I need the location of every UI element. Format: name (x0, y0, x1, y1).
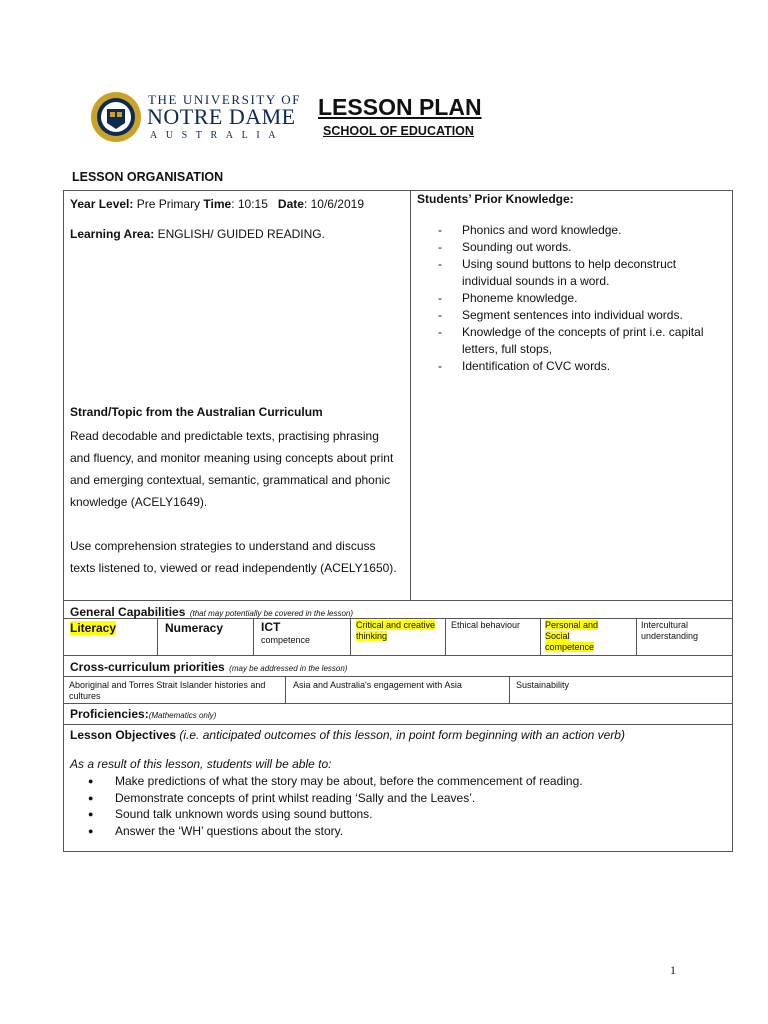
cross-curriculum-heading: Cross-curriculum priorities (may be addressed in the lesson) (70, 660, 348, 674)
capability-critical-thinking: Critical and creative thinking (356, 620, 436, 641)
time-value: : 10:15 (231, 197, 268, 211)
priority-aboriginal: Aboriginal and Torres Strait Islander histories and cultures (69, 680, 266, 701)
year-level-value: Pre Primary (136, 197, 201, 211)
table-divider (63, 655, 732, 656)
prior-knowledge-list (438, 222, 728, 375)
list-item: - Phonics and word knowledge. (438, 223, 622, 237)
university-name-line3: AUSTRALIA (150, 130, 285, 141)
capability-ict: ICT competence (261, 620, 311, 645)
year-level-label: Year Level: (70, 197, 134, 211)
capability-numeracy: Numeracy (165, 621, 224, 635)
proficiencies-heading: Proficiencies:(Mathematics only) (70, 707, 217, 721)
list-item: ● Answer the ‘WH’ questions about the story. (88, 823, 344, 838)
date-value: : 10/6/2019 (303, 197, 364, 211)
strand-paragraph-2: Use comprehension strategies to understand and discuss texts listened to, viewed or read independently (ACELY1650). (70, 539, 397, 575)
table-divider (350, 618, 351, 655)
time-label: Time (203, 197, 232, 211)
section-heading: LESSON ORGANISATION (72, 170, 224, 184)
list-item: - Identification of CVC words. (438, 359, 611, 373)
table-divider (157, 618, 158, 655)
table-divider (285, 676, 286, 703)
capability-ethical: Ethical behaviour (451, 620, 521, 630)
list-item: - Knowledge of the concepts of print i.e. capital letters, full stops, (438, 325, 704, 356)
table-divider (540, 618, 541, 655)
university-seal-icon (90, 91, 142, 143)
table-divider (63, 703, 732, 704)
capability-literacy: Literacy (70, 621, 117, 635)
list-item: - Using sound buttons to help deconstruct individual sounds in a word. (438, 257, 677, 288)
list-item: ● Make predictions of what the story may be about, before the commencement of reading. (88, 774, 583, 788)
list-item: - Segment sentences into individual words. (438, 308, 683, 322)
page-subtitle: SCHOOL OF EDUCATION (323, 124, 474, 138)
date-label: Date (277, 197, 304, 211)
strand-paragraph-1: Read decodable and predictable texts, practising phrasing and fluency, and monitor meaning using concepts about print and emerging contextual, semantic, grammatical and phonic knowledge (ACELY1649). (70, 429, 394, 509)
university-name-line1: THE UNIVERSITY OF (148, 92, 302, 107)
list-item: - Sounding out words. (438, 240, 572, 254)
list-item: ● Sound talk unknown words using sound buttons. (88, 807, 373, 821)
strand-heading: Strand/Topic from the Australian Curriculum (70, 405, 323, 419)
list-item: ● Demonstrate concepts of print whilst reading ‘Sally and the Leaves’. (88, 790, 476, 805)
priority-sustainability: Sustainability (516, 680, 570, 690)
capability-intercultural: Intercultural understanding (641, 620, 699, 641)
university-name-line2: NOTRE DAME (147, 104, 296, 129)
objectives-list (88, 773, 708, 839)
list-item: - Phoneme knowledge. (438, 291, 578, 305)
table-divider (63, 724, 732, 725)
learning-area-label: Learning Area: (70, 227, 155, 241)
table-divider (509, 676, 510, 703)
prior-knowledge-heading: Students’ Prior Knowledge: (417, 192, 574, 206)
general-capabilities-heading: General Capabilities (that may potentially be covered in the lesson) (70, 605, 354, 619)
capability-personal-social: Personal and Social competence (545, 620, 599, 652)
page-title: LESSON PLAN (318, 94, 482, 120)
page-number: 1 (670, 963, 676, 977)
objectives-intro: As a result of this lesson, students will be able to: (70, 757, 332, 771)
objectives-heading: Lesson Objectives (i.e. anticipated outcomes of this lesson, in point form beginning with an action verb) (70, 728, 625, 742)
year-time-date-line (70, 197, 364, 212)
learning-area-line (70, 227, 325, 242)
table-divider (636, 618, 637, 655)
priority-asia: Asia and Australia's engagement with Asia (293, 680, 462, 690)
table-divider (63, 676, 732, 677)
table-divider (445, 618, 446, 655)
table-divider (253, 618, 254, 655)
table-divider (63, 600, 732, 601)
table-divider (410, 190, 411, 600)
learning-area-value: ENGLISH/ GUIDED READING. (157, 227, 325, 241)
